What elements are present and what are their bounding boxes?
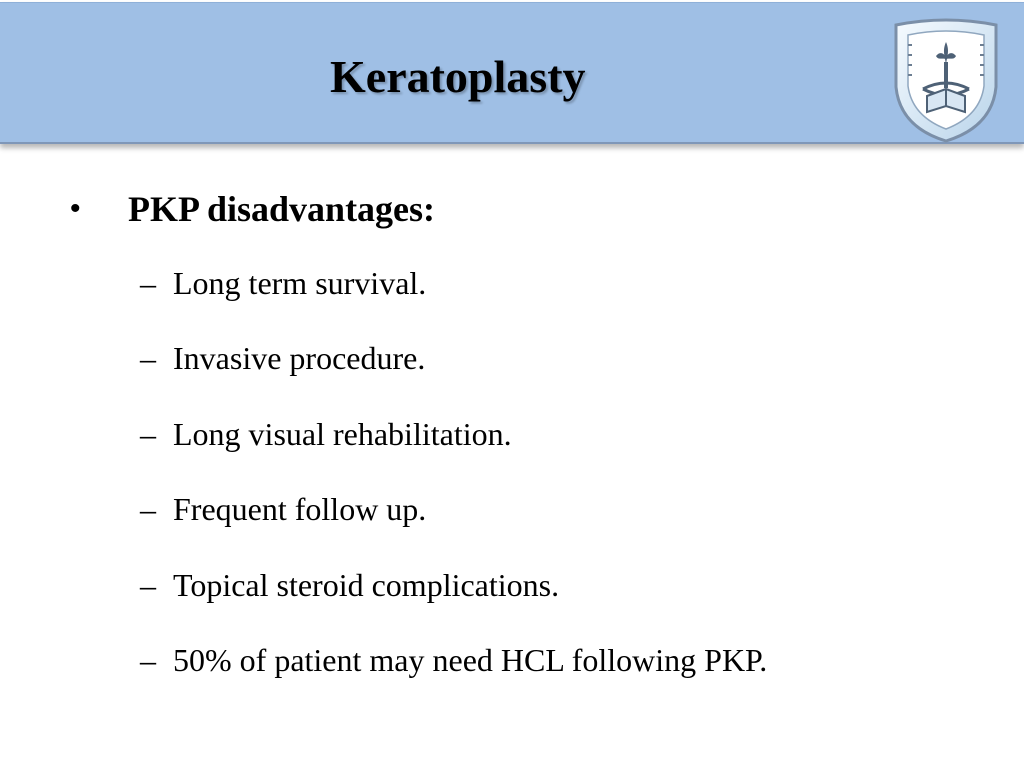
university-crest-icon [890,17,1002,143]
sub-bullet-text: 50% of patient may need HCL following PKP. [173,641,768,678]
bullet-dot: • [70,192,81,225]
sub-bullet-item [140,258,767,333]
dash-bullet: – [140,566,156,603]
dash-bullet: – [140,265,156,301]
sub-bullet-item [140,484,767,559]
sub-bullet-text: Invasive procedure. [173,340,426,377]
sub-bullet-item [140,635,767,710]
dash-bullet: – [140,340,156,377]
sub-bullet-item [140,333,767,408]
dash-bullet: – [140,415,156,452]
sub-bullet-item [140,409,767,484]
slide-title: Keratoplasty [330,51,586,102]
title-bar [0,2,1024,144]
main-bullet [70,184,435,234]
sub-bullet-item [140,560,767,635]
dash-bullet: – [140,641,156,678]
sub-bullet-text: Topical steroid complications. [173,566,560,603]
sub-bullet-text: Long term survival. [173,265,427,301]
main-bullet-text: PKP disadvantages: [128,189,436,229]
dash-bullet: – [140,491,156,528]
sub-bullet-list [140,258,767,710]
sub-bullet-text: Long visual rehabilitation. [173,415,512,452]
sub-bullet-text: Frequent follow up. [173,491,427,528]
